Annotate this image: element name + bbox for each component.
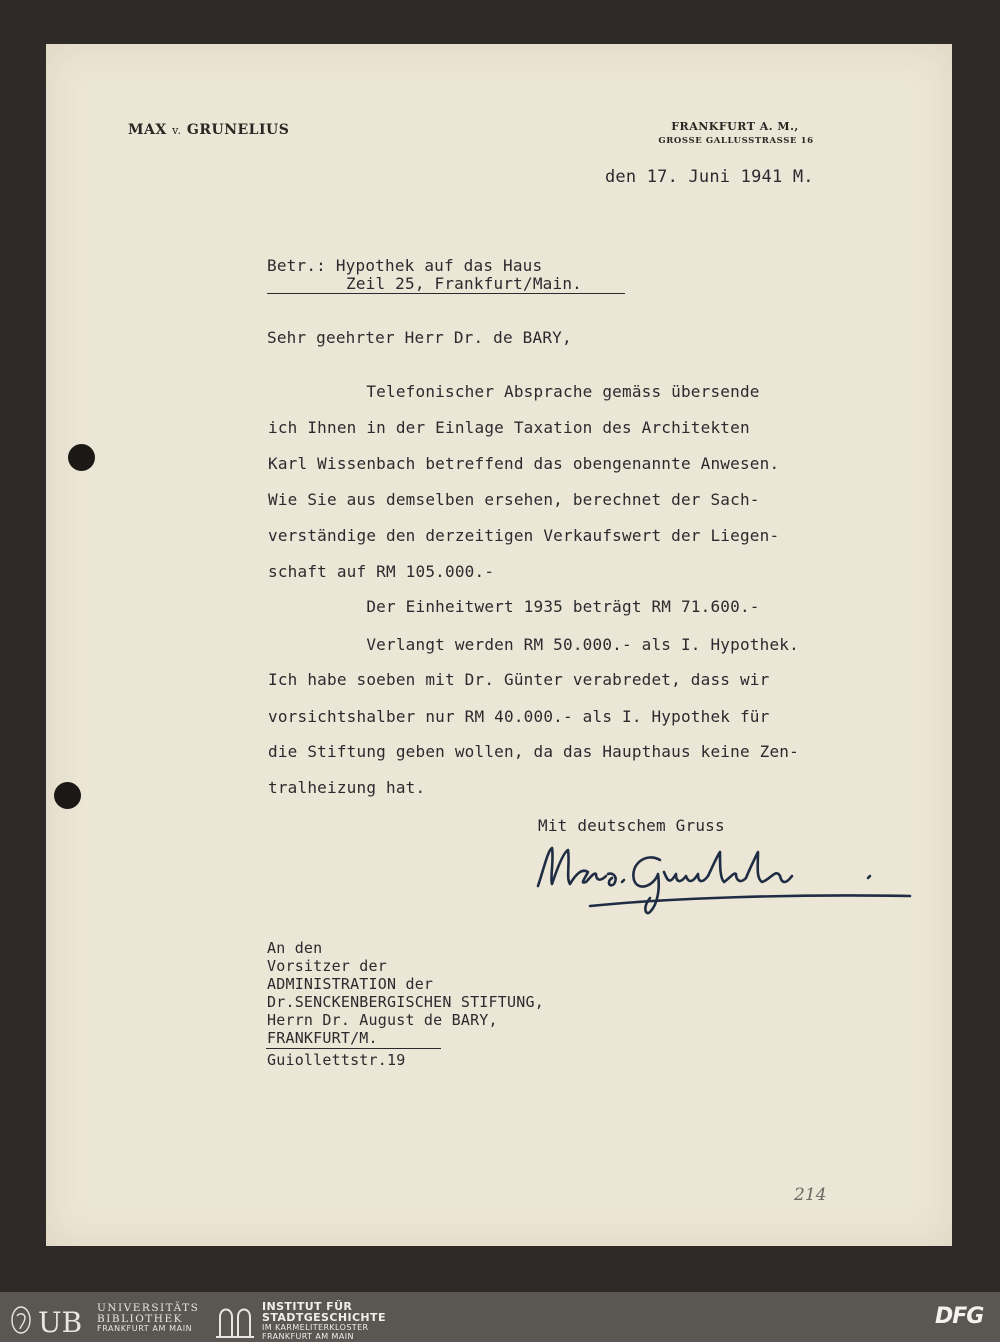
body-line: Karl Wissenbach betreffend das obengenannte Anwesen.	[268, 454, 780, 473]
institute-text	[262, 1301, 386, 1341]
ifs-line-4: FRANKFURT AM MAIN	[262, 1332, 354, 1341]
body-line: Ich habe soeben mit Dr. Günter verabredet, dass wir	[268, 670, 770, 689]
page-number: 214	[794, 1185, 827, 1205]
address-line: An den	[267, 939, 323, 957]
letterhead-city: FRANKFURT A. M.,	[671, 120, 799, 133]
subject-underline	[267, 293, 625, 294]
ifs-line-1: INSTITUT FÜR	[262, 1300, 353, 1313]
body-line: Verlangt werden RM 50.000.- als I. Hypothek.	[268, 635, 799, 654]
ifs-line-3: IM KARMELITERKLOSTER	[262, 1323, 369, 1332]
address-line: FRANKFURT/M.	[267, 1029, 378, 1047]
ub-logo-icon	[8, 1303, 96, 1337]
address-line: Vorsitzer der	[267, 957, 387, 975]
ub-mark: UB	[38, 1306, 83, 1337]
ub-line-1: UNIVERSITÄTS	[97, 1302, 200, 1314]
ifs-line-2: STADTGESCHICHTE	[262, 1311, 386, 1324]
punch-hole-bottom	[54, 782, 81, 809]
ub-text	[97, 1303, 199, 1335]
body-line: verständige den derzeitigen Verkaufswert der Liegen-	[268, 526, 780, 545]
letterhead-name-particle: v.	[172, 124, 182, 137]
subject-line-1: Betr.: Hypothek auf das Haus	[267, 256, 543, 275]
handwritten-signature	[530, 838, 920, 918]
body-line: schaft auf RM 105.000.-	[268, 562, 495, 581]
address-line: ADMINISTRATION der	[267, 975, 434, 993]
closing: Mit deutschem Gruss	[538, 816, 725, 835]
ub-line-2: BIBLIOTHEK	[97, 1312, 183, 1325]
body-line: Der Einheitwert 1935 beträgt RM 71.600.-	[268, 597, 760, 616]
ub-line-3: FRANKFURT AM MAIN	[97, 1324, 193, 1333]
subject-line-2: Zeil 25, Frankfurt/Main.	[346, 274, 582, 293]
body-line: die Stiftung geben wollen, da das Haupthaus keine Zen-	[268, 742, 799, 761]
body-line: ich Ihnen in der Einlage Taxation des Architekten	[268, 418, 750, 437]
body-line: Telefonischer Absprache gemäss übersende	[268, 382, 760, 401]
letter-date: den 17. Juni 1941 M.	[605, 167, 814, 187]
greeting: Sehr geehrter Herr Dr. de BARY,	[267, 328, 572, 347]
address-underline	[266, 1048, 441, 1049]
address-line: Herrn Dr. August de BARY,	[267, 1011, 498, 1029]
dfg-logo: DFG	[935, 1304, 984, 1329]
address-line: Guiollettstr.19	[267, 1051, 406, 1069]
letterhead-name	[128, 122, 289, 138]
address-line: Dr.SENCKENBERGISCHEN STIFTUNG,	[267, 993, 544, 1011]
body-line: Wie Sie aus demselben ersehen, berechnet der Sach-	[268, 490, 760, 509]
body-line: tralheizung hat.	[268, 778, 426, 797]
body-line: vorsichtshalber nur RM 40.000.- als I. Hypothek für	[268, 707, 770, 726]
punch-hole-top	[68, 444, 95, 471]
letterhead-name-main: MAX	[128, 122, 167, 138]
letterhead-street: GROSSE GALLUSSTRASSE 16	[658, 136, 814, 146]
institute-logo-icon	[216, 1301, 256, 1339]
letterhead-name-rest: GRUNELIUS	[186, 122, 290, 138]
